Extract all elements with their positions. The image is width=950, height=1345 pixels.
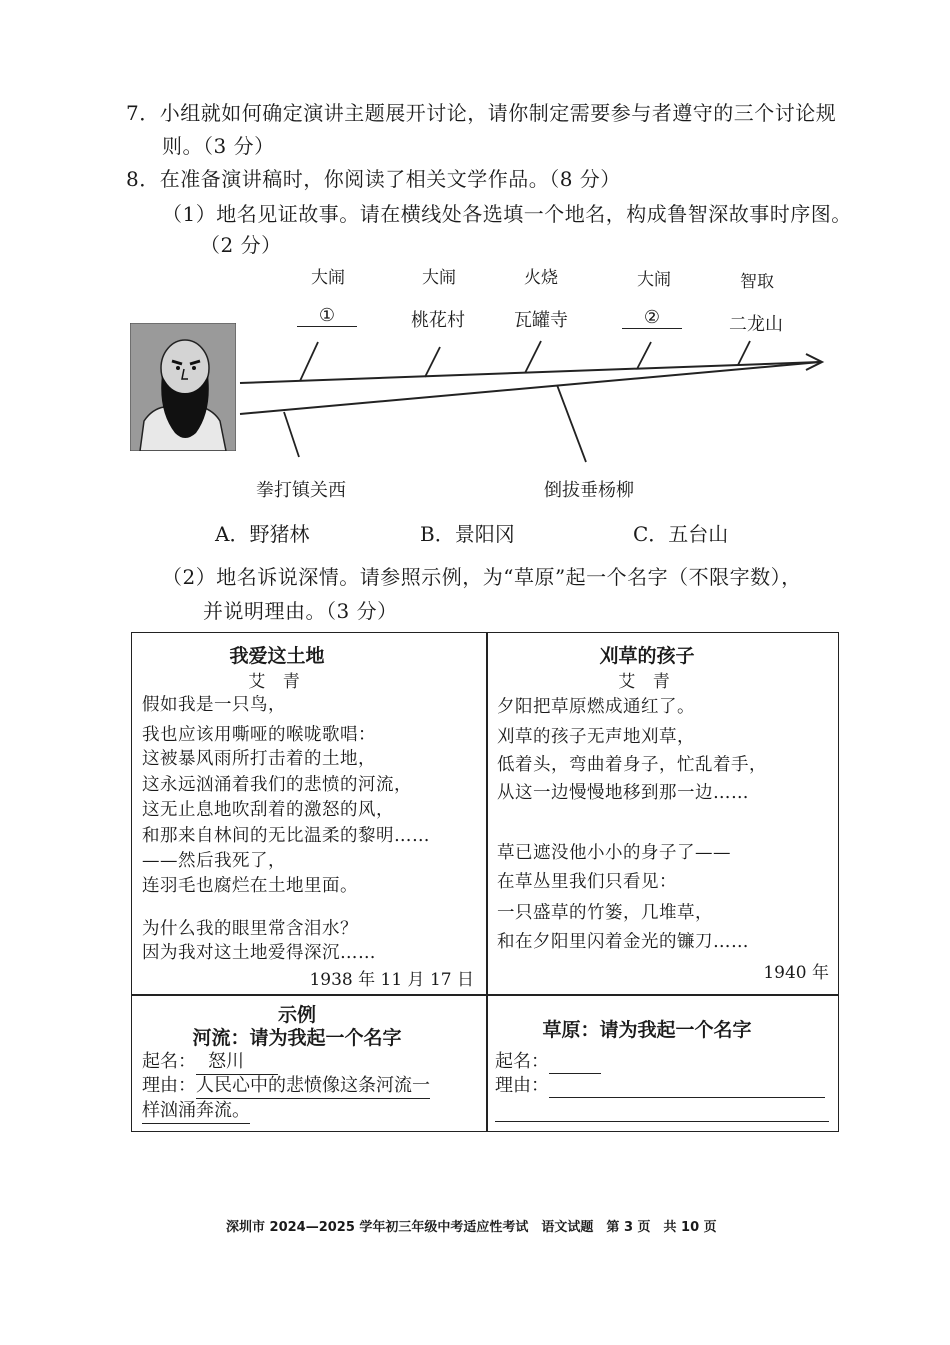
example-reason-line2: 样汹涌奔流。 — [142, 1099, 250, 1124]
lu-zhishen-portrait — [130, 323, 236, 451]
example-name-value: 怒川 — [196, 1050, 278, 1075]
timeline-event-3: 火烧 — [524, 268, 558, 288]
example-reason-line1: 人民心中的悲愤像这条河流一 — [196, 1074, 430, 1099]
poem1-cell — [132, 633, 486, 994]
answer-name-row — [495, 1050, 601, 1074]
poem2-line: 从这一边慢慢地移到那一边…… — [497, 783, 749, 803]
poem1-line: 连羽毛也腐烂在土地里面。 — [142, 876, 358, 896]
q8-part1-line2: （2 分） — [200, 233, 282, 257]
answer-name-blank[interactable] — [549, 1053, 601, 1074]
timeline-event-1: 大闹 — [311, 268, 345, 288]
poem2-cell — [487, 633, 839, 994]
poem1-line: 假如我是一只鸟， — [142, 695, 286, 715]
poem2-line: 夕阳把草原燃成通红了。 — [497, 697, 695, 717]
example-reason-line2-row — [142, 1099, 250, 1124]
timeline-event-4: 大闹 — [637, 270, 671, 290]
poem2-line: 和在夕阳里闪着金光的镰刀…… — [497, 932, 749, 952]
option-b: B．景阳冈 — [420, 522, 515, 546]
example-name-row — [142, 1050, 278, 1075]
poem2-author: 艾 青 — [618, 672, 676, 692]
q8-part2-line1: （2）地名诉说深情。请参照示例，为“草原”起一个名字（不限字数）， — [162, 565, 802, 589]
timeline-blank-1[interactable]: ① — [297, 305, 357, 327]
poem-table — [131, 632, 839, 1132]
example-name-label: 起名： — [142, 1051, 196, 1072]
q8-line1: 8．在准备演讲稿时，你阅读了相关文学作品。（8 分） — [126, 167, 621, 191]
timeline-bottom-1: 拳打镇关西 — [256, 480, 346, 501]
poem1-line: 这永远汹涌着我们的悲愤的河流， — [142, 775, 412, 795]
timeline-blank-2[interactable]: ② — [622, 307, 682, 329]
poem1-line: 因为我对这土地爱得深沉…… — [142, 943, 376, 963]
poem2-line: 在草丛里我们只看见： — [497, 872, 677, 892]
answer-name-label: 起名： — [495, 1051, 549, 1072]
poem1-line: 和那来自林间的无比温柔的黎明…… — [142, 826, 430, 846]
answer-heading: 草原：请为我起一个名字 — [542, 1019, 752, 1041]
poem2-line: 刈草的孩子无声地刈草， — [497, 727, 695, 747]
poem1-date: 1938 年 11 月 17 日 — [309, 970, 474, 990]
example-label: 示例 — [277, 1004, 316, 1026]
poem1-line: 这无止息地吹刮着的激怒的风， — [142, 800, 394, 820]
q8-part1-line1: （1）地名见证故事。请在横线处各选填一个地名，构成鲁智深故事时序图。 — [162, 202, 852, 226]
poem2-line: 草已遮没他小小的身子了—— — [497, 843, 731, 863]
poem2-title: 刈草的孩子 — [599, 645, 695, 667]
timeline-place-3: 瓦罐寺 — [514, 310, 568, 331]
example-heading: 河流：请为我起一个名字 — [192, 1027, 402, 1049]
answer-reason-label: 理由： — [495, 1075, 549, 1096]
poem1-line: 为什么我的眼里常含泪水？ — [142, 919, 358, 939]
poem2-line: 一只盛草的竹篓，几堆草， — [497, 903, 713, 923]
poem1-line: ——然后我死了， — [142, 851, 286, 871]
timeline-event-5: 智取 — [740, 272, 774, 292]
timeline-place-2: 桃花村 — [411, 310, 465, 331]
timeline-event-2: 大闹 — [422, 268, 456, 288]
q8-part2-line2: 并说明理由。（3 分） — [203, 599, 398, 623]
example-cell — [132, 996, 486, 1132]
answer-cell — [487, 996, 839, 1132]
poem1-line: 我也应该用嘶哑的喉咙歌唱： — [142, 725, 376, 745]
option-c: C．五台山 — [633, 522, 729, 546]
example-reason-label: 理由： — [142, 1075, 196, 1096]
q7-line2: 则。（3 分） — [162, 134, 275, 158]
timeline-bottom-2: 倒拔垂杨柳 — [544, 480, 634, 501]
example-reason-row — [142, 1074, 430, 1099]
answer-reason-row — [495, 1074, 825, 1098]
poem2-date: 1940 年 — [763, 963, 829, 983]
poem1-line: 这被暴风雨所打击着的土地， — [142, 749, 376, 769]
q7-line1: 7．小组就如何确定演讲主题展开讨论，请你制定需要参与者遵守的三个讨论规 — [126, 101, 837, 125]
answer-reason-blank-2[interactable] — [495, 1121, 829, 1122]
poem2-line: 低着头，弯曲着身子，忙乱着手， — [497, 755, 767, 775]
option-a: A．野猪林 — [215, 522, 310, 546]
page-footer: 深圳市 2024—2025 学年初三年级中考适应性考试 语文试题 第 3 页 共 10 页 — [226, 1220, 717, 1235]
timeline-place-5: 二龙山 — [729, 314, 783, 335]
poem1-title: 我爱这土地 — [229, 645, 325, 667]
poem1-author: 艾 青 — [248, 672, 306, 692]
answer-reason-blank-1[interactable] — [549, 1077, 825, 1098]
